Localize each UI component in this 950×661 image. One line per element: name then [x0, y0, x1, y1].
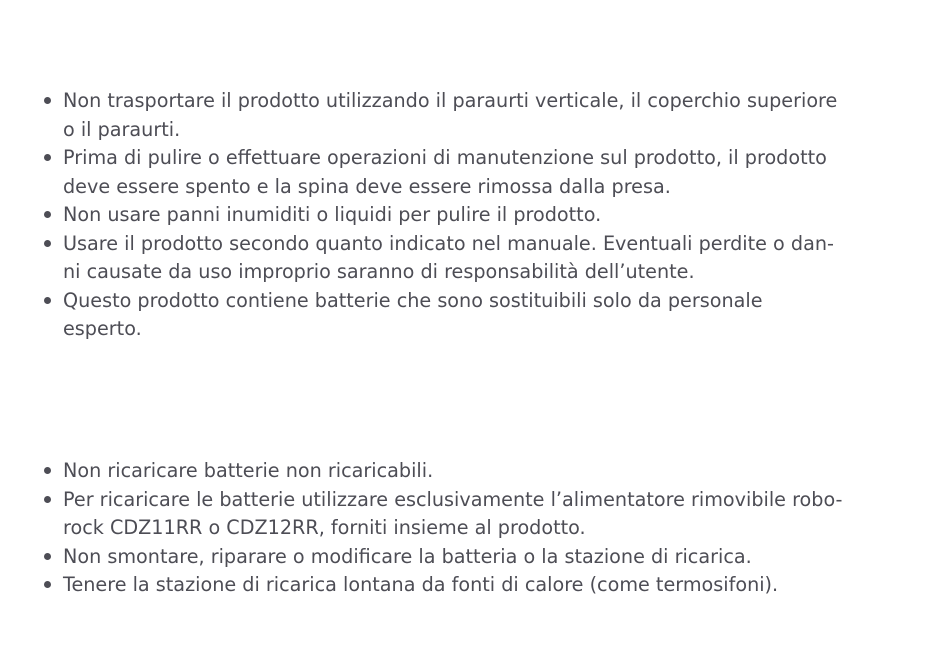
bullet-icon [44, 154, 51, 161]
list-item [40, 287, 910, 344]
list-item-text: Tenere la stazione di ricarica lontana da fonti di calore (come termosifoni). [63, 573, 779, 596]
list-item [40, 87, 910, 144]
safety-list-general [40, 87, 910, 344]
list-item-text: Non ricaricare batterie non ricaricabili. [63, 459, 434, 482]
bullet-icon [44, 581, 51, 588]
list-item-text: Usare il prodotto secondo quanto indicato nel manuale. Eventuali perdite o dan- ni causate da uso improprio saranno di responsabilità dell’utente. [63, 231, 834, 283]
bullet-icon [44, 467, 51, 474]
list-item [40, 486, 910, 543]
list-item [40, 457, 910, 486]
list-item [40, 230, 910, 287]
bullet-icon [44, 240, 51, 247]
list-item-text: Questo prodotto contiene batterie che sono sostituibili solo da personale esperto. [63, 288, 763, 340]
bullet-icon [44, 211, 51, 218]
bullet-icon [44, 496, 51, 503]
list-item-text: Prima di pulire o effettuare operazioni di manutenzione sul prodotto, il prodotto deve essere spento e la spina deve essere rimossa dalla presa. [63, 146, 827, 198]
list-item [40, 543, 910, 572]
list-item-text: Non smontare, riparare o modificare la batteria o la stazione di ricarica. [63, 544, 752, 568]
list-item-text: Non trasportare il prodotto utilizzando il paraurti verticale, il coperchio superiore o il paraurti. [63, 89, 838, 141]
list-item [40, 144, 910, 201]
list-item [40, 571, 910, 600]
bullet-icon [44, 97, 51, 104]
list-item-text: Non usare panni inumiditi o liquidi per pulire il prodotto. [63, 203, 602, 226]
bullet-icon [44, 553, 51, 560]
bullet-icon [44, 297, 51, 304]
list-item-text: Per ricaricare le batterie utilizzare esclusivamente l’alimentatore rimovibile robo- rock CDZ11RR o CDZ12RR, forniti insieme al prodotto. [63, 487, 843, 539]
list-item [40, 201, 910, 230]
safety-list-battery [40, 457, 910, 600]
